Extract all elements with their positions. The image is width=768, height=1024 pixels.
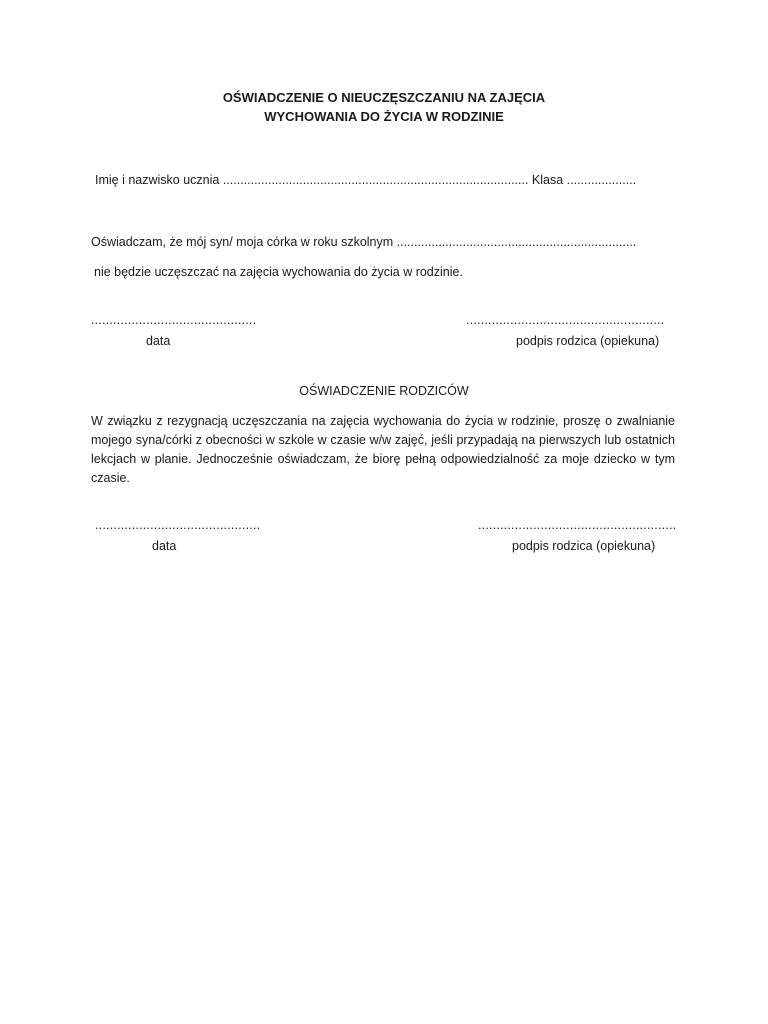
date-signature-line-2: ............................................. <box>95 518 261 532</box>
not-attending-statement: nie będzie uczęszczać na zajęcia wychowania do życia w rodzinie. <box>94 265 463 279</box>
parent-signature-label-2: podpis rodzica (opiekuna) <box>512 539 656 553</box>
document-title-line-1: OŚWIADCZENIE O NIEUCZĘSZCZANIU NA ZAJĘCIA <box>222 90 546 105</box>
date-signature-line-1: ............................................. <box>91 313 257 327</box>
parent-signature-line-2: ...................................................... <box>478 518 677 532</box>
document-title-line-2: WYCHOWANIA DO ŻYCIA W RODZINIE <box>264 109 504 124</box>
parent-signature-label-1: podpis rodzica (opiekuna) <box>516 334 660 348</box>
parents-declaration-paragraph: W związku z rezygnacją uczęszczania na zajęcia wychowania do życia w rodzinie, proszę o zwalnianie mojego syna/córki z obecności w szkole w czasie w/w zajęć, jeśli przypadają na pierwszych lub ostatnich lekcjach w planie. Jednocześnie oświadczam, że biorę pełną odpowiedzialność za moje dziecko w tym czasie. <box>91 414 675 485</box>
parent-signature-line-1: ...................................................... <box>466 313 665 327</box>
parents-declaration-title: OŚWIADCZENIE RODZICÓW <box>299 384 469 398</box>
date-label-2: data <box>152 539 177 553</box>
date-label-1: data <box>146 334 171 348</box>
declaration-school-year-field: Oświadczam, że mój syn/ moja córka w roku szkolnym ..................................................................... <box>91 235 637 249</box>
student-name-class-field: Imię i nazwisko ucznia ........................................................................................ Klasa .................... <box>95 173 637 187</box>
